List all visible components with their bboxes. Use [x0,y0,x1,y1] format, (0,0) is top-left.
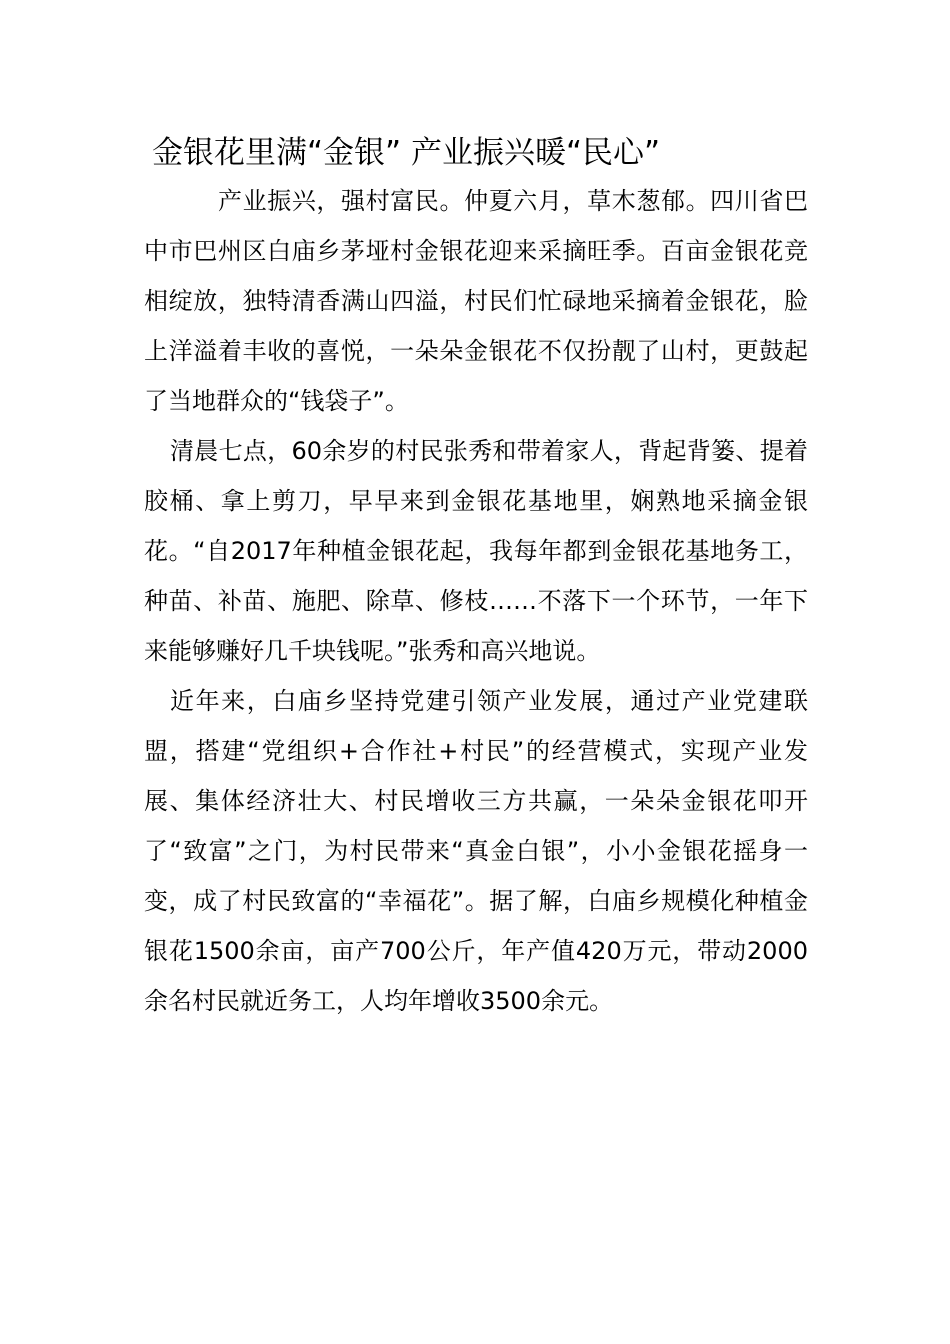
article-body [144,176,808,1026]
article-title: 金银花里满“金银” 产业振兴暖“民心” [152,135,661,171]
paragraph-1: 产业振兴，强村富民。仲夏六月，草木葱郁。四川省巴中市巴州区白庙乡茅垭村金银花迎来采摘旺季。百亩金银花竞相绽放，独特清香满山四溢，村民们忙碌地采摘着金银花，脸上洋溢着丰收的喜悦，一朵朵金银花不仅扮靓了山村，更鼓起了当地群众的“钱袋子”。 [144,187,808,415]
paragraph-2: 清晨七点，60余岁的村民张秀和带着家人，背起背篓、提着胶桶、拿上剪刀，早早来到金银花基地里，娴熟地采摘金银花。“自2017年种植金银花起，我每年都到金银花基地务工，种苗、补苗、施肥、除草、修枝……不落下一个环节，一年下来能够赚好几千块钱呢。”张秀和高兴地说。 [144,437,808,665]
paragraph-3: 近年来，白庙乡坚持党建引领产业发展，通过产业党建联盟，搭建“党组织+合作社+村民”的经营模式，实现产业发展、集体经济壮大、村民增收三方共赢，一朵朵金银花叩开了“致富”之门，为村民带来“真金白银”，小小金银花摇身一变，成了村民致富的“幸福花”。据了解，白庙乡规模化种植金银花1500余亩，亩产700公斤，年产值420万元，带动2000余名村民就近务工，人均年增收3500余元。 [144,687,808,1015]
